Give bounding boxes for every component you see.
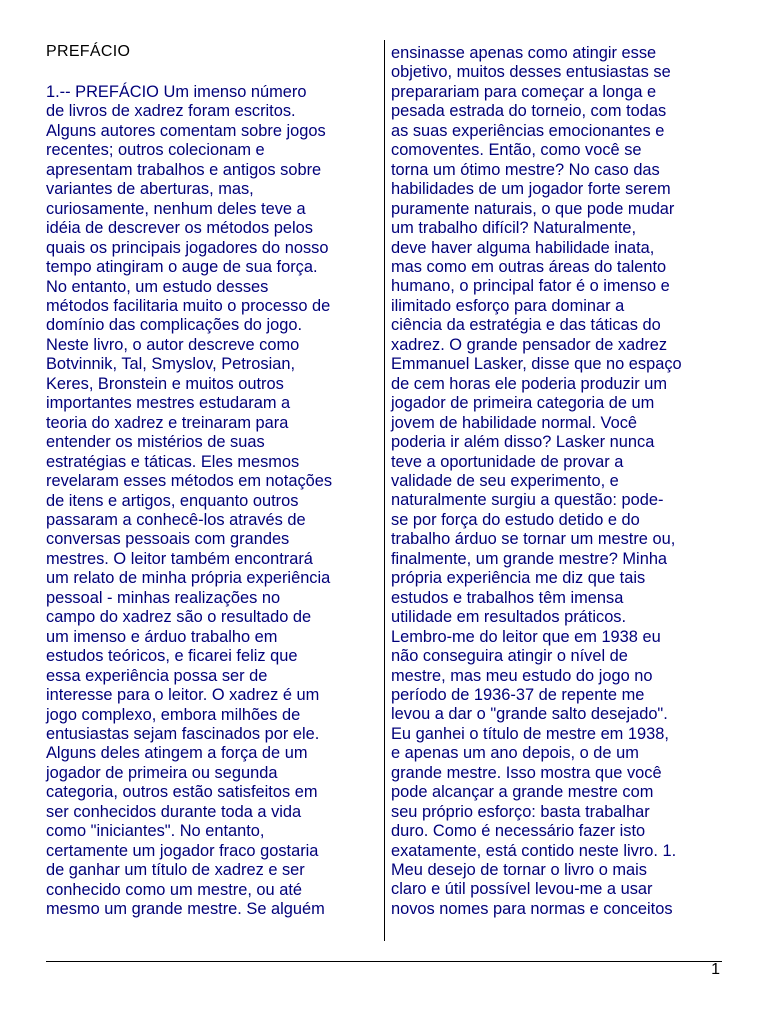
text-line: torna um ótimo mestre? No caso das xyxy=(391,160,660,179)
text-line: teve a oportunidade de provar a xyxy=(391,452,624,471)
text-line: mestres. O leitor também encontrará xyxy=(46,549,313,568)
page-number: 1 xyxy=(711,961,720,978)
text-line: novos nomes para normas e conceitos xyxy=(391,899,673,918)
text-line: categoria, outros estão satisfeitos em xyxy=(46,783,318,802)
text-line: variantes de aberturas, mas, xyxy=(46,180,254,199)
text-line: Eu ganhei o título de mestre em 1938, xyxy=(391,724,669,743)
text-line: claro e útil possível levou-me a usar xyxy=(391,880,653,899)
text-line: revelaram esses métodos em notações xyxy=(46,472,333,491)
text-line: campo do xadrez são o resultado de xyxy=(46,608,312,627)
text-line: comoventes. Então, como você se xyxy=(391,141,642,160)
text-line: Keres, Bronstein e muitos outros xyxy=(46,374,284,393)
text-line: como "iniciantes". No entanto, xyxy=(46,822,265,841)
text-line: levou a dar o "grande salto desejado". xyxy=(391,705,668,724)
text-line: jogo complexo, embora milhões de xyxy=(46,705,301,724)
text-line: Alguns autores comentam sobre jogos xyxy=(46,121,326,140)
text-line: pode alcançar a grande mestre com xyxy=(391,783,654,802)
text-line: utilidade em resultados práticos. xyxy=(391,608,627,627)
text-line: ensinasse apenas como atingir esse xyxy=(391,44,657,62)
text-line: um imenso e árduo trabalho em xyxy=(46,627,278,646)
right-column xyxy=(391,44,726,919)
text-line: ilimitado esforço para dominar a xyxy=(391,296,625,315)
text-line: entusiastas sejam fascinados por ele. xyxy=(46,724,320,743)
text-line: naturalmente surgiu a questão: pode- xyxy=(391,491,664,510)
text-line: duro. Como é necessário fazer isto xyxy=(391,822,646,841)
text-line: própria experiência me diz que tais xyxy=(391,569,646,588)
footer-rule xyxy=(46,961,722,962)
text-line: mas como em outras áreas do talento xyxy=(391,257,667,276)
text-line: jogador de primeira categoria de um xyxy=(391,394,655,413)
text-line: se por força do estudo detido e do xyxy=(391,510,640,529)
text-line: mestre, mas meu estudo do jogo no xyxy=(391,666,653,685)
text-line: No entanto, um estudo desses xyxy=(46,277,269,296)
text-line: poderia ir além disso? Lasker nunca xyxy=(391,433,655,452)
text-line: métodos facilitaria muito o processo de xyxy=(46,296,331,315)
text-line: deve haver alguma habilidade inata, xyxy=(391,238,655,257)
text-line: humano, o principal fator é o imenso e xyxy=(391,277,670,296)
text-line: trabalho árduo se tornar um mestre ou, xyxy=(391,530,676,549)
text-line: entender os mistérios de suas xyxy=(46,433,265,452)
text-line: curiosamente, nenhum deles teve a xyxy=(46,199,306,218)
text-line: validade de seu experimento, e xyxy=(391,471,619,490)
text-line: estudos e trabalhos têm imensa xyxy=(391,588,624,607)
text-line: Lembro-me do leitor que em 1938 eu xyxy=(391,627,661,646)
text-line: tempo atingiram o auge de sua força. xyxy=(46,258,318,277)
text-line: certamente um jogador fraco gostaria xyxy=(46,841,319,860)
text-line: exatamente, está contido neste livro. 1. xyxy=(391,841,677,860)
column-divider xyxy=(384,40,385,941)
text-line: um trabalho difícil? Naturalmente, xyxy=(391,219,637,238)
text-line: seu próprio esforço: basta trabalhar xyxy=(391,802,650,821)
text-line: apresentam trabalhos e antigos sobre xyxy=(46,160,322,179)
text-line: as suas experiências emocionantes e xyxy=(391,121,665,140)
text-line: jogador de primeira ou segunda xyxy=(46,763,278,782)
text-line: domínio das complicações do jogo. xyxy=(46,316,303,335)
left-column xyxy=(46,83,366,919)
text-line: um relato de minha própria experiência xyxy=(46,569,331,588)
text-line: pesada estrada do torneio, com todas xyxy=(391,102,667,121)
text-line: importantes mestres estudaram a xyxy=(46,394,291,413)
page-heading: PREFÁCIO xyxy=(46,43,131,60)
text-line: idéia de descrever os métodos pelos xyxy=(46,219,313,238)
text-line: de cem horas ele poderia produzir um xyxy=(391,374,668,393)
text-line: recentes; outros colecionam e xyxy=(46,141,265,160)
text-line: xadrez. O grande pensador de xadrez xyxy=(391,335,668,354)
text-line: puramente naturais, o que pode mudar xyxy=(391,199,675,218)
text-line: ser conhecidos durante toda a vida xyxy=(46,802,302,821)
text-line: e apenas um ano depois, o de um xyxy=(391,744,639,763)
text-line: habilidades de um jogador forte serem xyxy=(391,180,671,199)
text-line: interesse para o leitor. O xadrez é um xyxy=(46,686,320,705)
text-line: finalmente, um grande mestre? Minha xyxy=(391,549,668,568)
text-line: preparariam para começar a longa e xyxy=(391,82,657,101)
text-line: Alguns deles atingem a força de um xyxy=(46,744,308,763)
text-line: conversas pessoais com grandes xyxy=(46,530,290,549)
text-line: 1.-- PREFÁCIO Um imenso número xyxy=(46,83,307,101)
text-line: estudos teóricos, e ficarei feliz que xyxy=(46,647,298,666)
text-line: jovem de habilidade normal. Você xyxy=(391,413,638,432)
text-line: de livros de xadrez foram escritos. xyxy=(46,102,296,121)
text-line: Meu desejo de tornar o livro o mais xyxy=(391,861,647,880)
text-line: pessoal - minhas realizações no xyxy=(46,588,281,607)
text-line: de ganhar um título de xadrez e ser xyxy=(46,861,305,880)
text-line: Neste livro, o autor descreve como xyxy=(46,335,300,354)
text-line: essa experiência possa ser de xyxy=(46,666,268,685)
text-line: mesmo um grande mestre. Se alguém xyxy=(46,900,325,919)
text-line: Emmanuel Lasker, disse que no espaço xyxy=(391,355,682,374)
text-line: conhecido como um mestre, ou até xyxy=(46,880,303,899)
text-line: de itens e artigos, enquanto outros xyxy=(46,491,299,510)
text-line: objetivo, muitos desses entusiastas se xyxy=(391,63,671,82)
text-line: passaram a conhecê-los através de xyxy=(46,510,306,529)
text-line: quais os principais jogadores do nosso xyxy=(46,238,329,257)
text-line: Botvinnik, Tal, Smyslov, Petrosian, xyxy=(46,355,295,374)
text-line: estratégias e táticas. Eles mesmos xyxy=(46,452,300,471)
text-line: grande mestre. Isso mostra que você xyxy=(391,763,662,782)
text-line: teoria do xadrez e treinaram para xyxy=(46,413,289,432)
text-line: ciência da estratégia e das táticas do xyxy=(391,316,661,335)
text-line: não conseguira atingir o nível de xyxy=(391,647,628,666)
text-line: período de 1936-37 de repente me xyxy=(391,685,645,704)
